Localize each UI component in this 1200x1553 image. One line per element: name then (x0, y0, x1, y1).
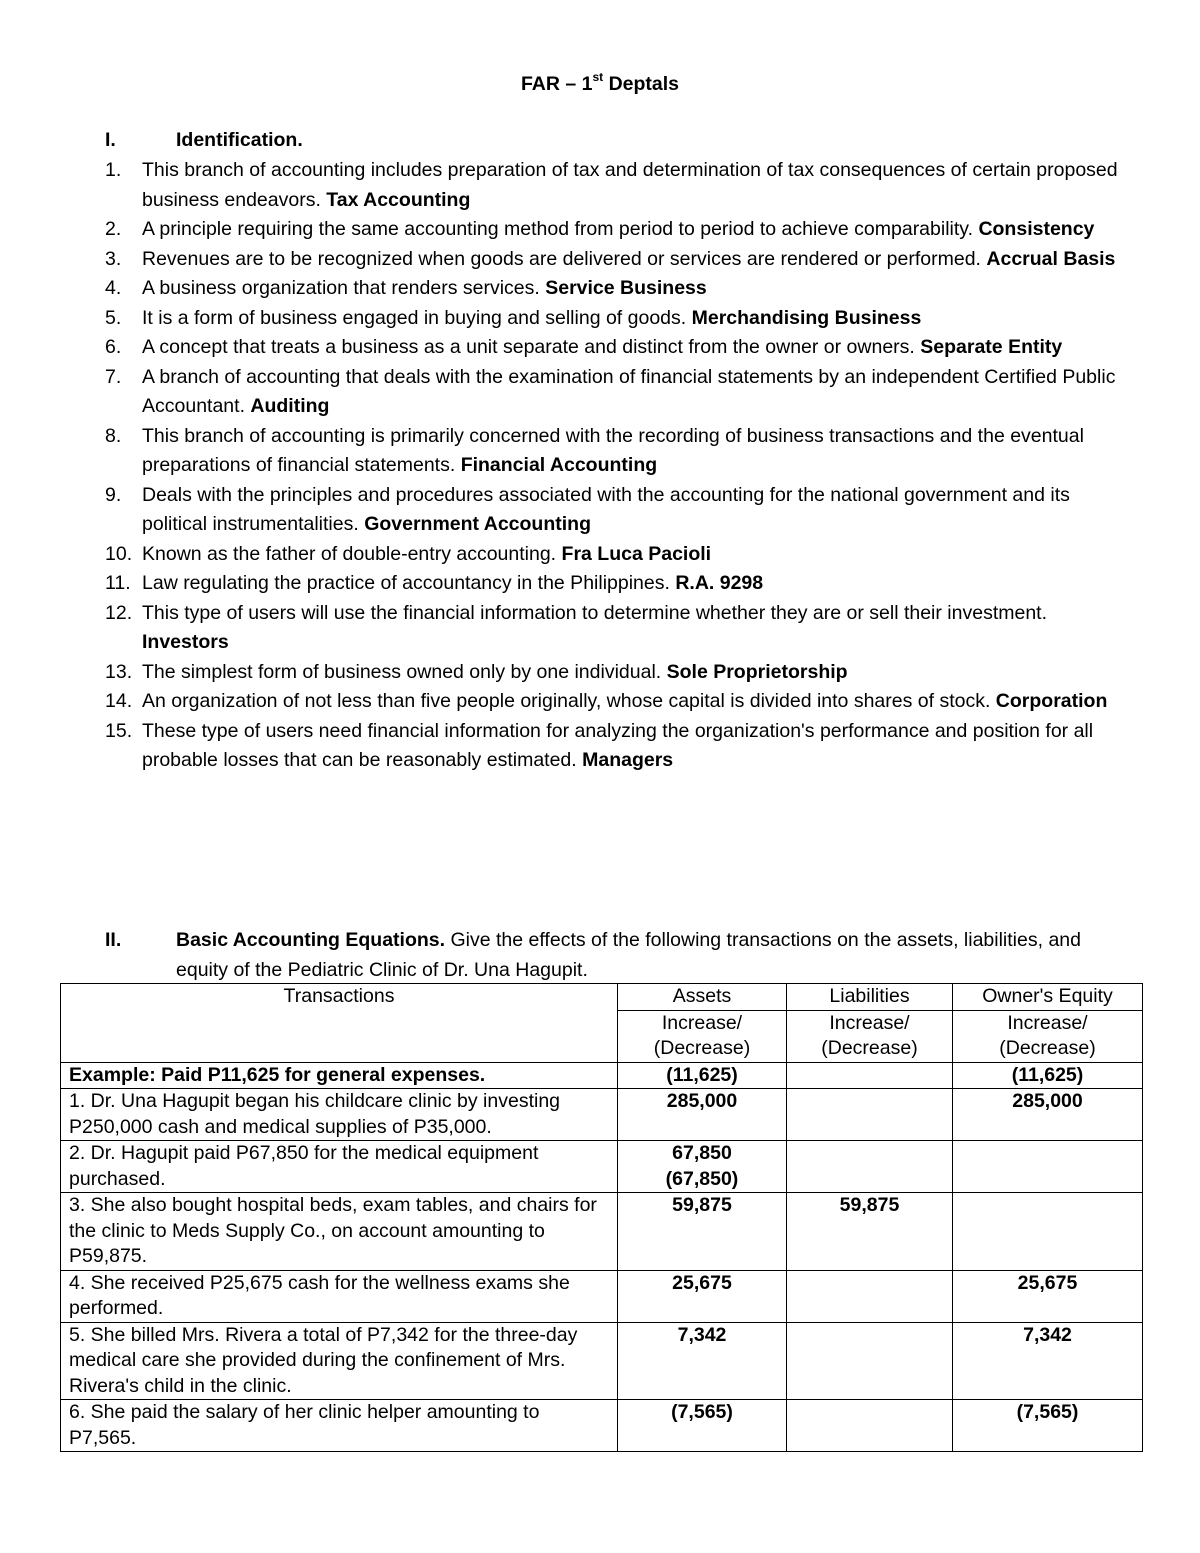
assets-value: 59,875 (618, 1193, 787, 1271)
list-item (105, 540, 1135, 570)
page-title (0, 70, 1200, 100)
item-answer: Fra Luca Pacioli (561, 542, 712, 565)
section-title: Basic Accounting Equations. (176, 929, 446, 951)
assets-value: 285,000 (618, 1089, 787, 1141)
header-owners-equity: Owner's Equity (953, 984, 1143, 1011)
item-question: A principle requiring the same accounting method from period to period to achieve comparability. (142, 218, 979, 240)
liabilities-value (787, 1089, 953, 1141)
list-item (105, 156, 1135, 215)
assets-value: (7,565) (618, 1400, 787, 1452)
header-transactions: Transactions (61, 984, 618, 1063)
item-number: 5. (105, 306, 122, 329)
item-question: Deals with the principles and procedures associated with the accounting for the national government and its political instrumentalities. (142, 483, 1070, 535)
subheader-line: Increase/ (1007, 1011, 1088, 1034)
item-number: 3. (105, 247, 122, 270)
list-item (105, 481, 1135, 540)
table-row (61, 1141, 1143, 1193)
item-question: This type of users will use the financial information to determine whether they are or sell their investment. (142, 601, 1048, 624)
item-question: These type of users need financial information for analyzing the organization's performance and position for all probable losses that can be reasonably estimated. (142, 719, 1094, 771)
item-answer: Corporation (995, 690, 1108, 712)
item-number: 1. (105, 159, 122, 181)
transaction-description: 5. She billed Mrs. Rivera a total of P7,342 for the three-day medical care she provided during the confinement of Mrs. Rivera's child in the clinic. (61, 1322, 618, 1400)
item-answer: Auditing (250, 395, 330, 417)
item-question: Known as the father of double-entry accounting. (142, 542, 562, 565)
identification-list (105, 156, 1135, 776)
item-answer: Sole Proprietorship (666, 660, 848, 683)
transaction-description: 6. She paid the salary of her clinic helper amounting to P7,565. (61, 1400, 618, 1452)
item-number: 12. (105, 601, 133, 624)
equity-value: (7,565) (953, 1400, 1143, 1452)
item-number: 2. (105, 218, 122, 240)
title-superscript: st (592, 69, 604, 84)
assets-decrease: (67,850) (665, 1167, 739, 1190)
section-title: Identification. (176, 129, 303, 151)
subheader-assets (618, 1010, 787, 1062)
header-assets: Assets (618, 984, 787, 1011)
title-rest: Deptals (603, 73, 680, 95)
subheader-line: Increase/ (661, 1011, 743, 1034)
item-number: 9. (105, 483, 122, 506)
item-question: Revenues are to be recognized when goods are delivered or services are rendered or performed. (142, 247, 987, 270)
list-item (105, 569, 1135, 599)
item-question: A concept that treats a business as a unit separate and distinct from the owner or owners. (142, 336, 921, 358)
transaction-description: Example: Paid P11,625 for general expenses. (61, 1062, 618, 1089)
item-number: 13. (105, 660, 133, 683)
list-item (105, 304, 1135, 334)
item-number: 11. (105, 572, 131, 594)
item-number: 10. (105, 542, 133, 565)
list-item (105, 274, 1135, 304)
item-answer: Managers (582, 749, 674, 771)
header-liabilities: Liabilities (787, 984, 953, 1011)
list-item (105, 333, 1135, 363)
list-item (105, 599, 1135, 658)
equity-value: 25,675 (953, 1270, 1143, 1322)
liabilities-value (787, 1322, 953, 1400)
list-item (105, 717, 1135, 776)
list-item (105, 215, 1135, 245)
table-row (61, 1089, 1143, 1141)
item-answer: Consistency (978, 218, 1095, 240)
item-answer: Service Business (545, 277, 707, 299)
liabilities-value (787, 1141, 953, 1193)
title-main: FAR – 1 (520, 73, 593, 95)
item-number: 14. (105, 690, 133, 712)
item-number: 4. (105, 277, 122, 299)
subheader-liabilities (787, 1010, 953, 1062)
list-item (105, 422, 1135, 481)
item-answer: Government Accounting (364, 513, 591, 535)
table-row (61, 1270, 1143, 1322)
item-answer: Accrual Basis (986, 247, 1116, 270)
section-number: II. (105, 929, 122, 951)
assets-increase: 67,850 (672, 1142, 732, 1164)
equity-value (953, 1141, 1143, 1193)
section-intro-text (176, 926, 1126, 985)
subheader-equity (953, 1010, 1143, 1062)
item-question: A business organization that renders services. (142, 277, 546, 299)
item-number: 8. (105, 424, 122, 447)
list-item (105, 687, 1135, 717)
transaction-description: 1. Dr. Una Hagupit began his childcare clinic by investing P250,000 cash and medical supplies of P35,000. (61, 1089, 618, 1141)
liabilities-value: 59,875 (787, 1193, 953, 1271)
item-answer: Merchandising Business (691, 306, 922, 329)
subheader-line: Increase/ (829, 1011, 910, 1034)
item-question: It is a form of business engaged in buying and selling of goods. (142, 306, 692, 329)
table-row (61, 1193, 1143, 1271)
transaction-description: 4. She received P25,675 cash for the wellness exams she performed. (61, 1270, 618, 1322)
item-answer: Investors (142, 631, 229, 653)
assets-value: 25,675 (618, 1270, 787, 1322)
transaction-description: 3. She also bought hospital beds, exam tables, and chairs for the clinic to Meds Supply Co., on account amounting to P59,875. (61, 1193, 618, 1271)
table-header-row (61, 984, 1143, 1011)
liabilities-value (787, 1270, 953, 1322)
item-number: 7. (105, 365, 122, 388)
assets-value (618, 1141, 787, 1193)
equity-value: (11,625) (953, 1062, 1143, 1089)
item-question: The simplest form of business owned only by one individual. (142, 660, 667, 683)
item-question: This branch of accounting is primarily concerned with the recording of business transactions and the eventual preparations of financial statements. (142, 424, 1084, 476)
section-equations-heading (105, 926, 1115, 986)
subheader-line: (Decrease) (999, 1037, 1096, 1059)
list-item (105, 245, 1135, 275)
item-question: An organization of not less than five people originally, whose capital is divided into shares of stock. (142, 690, 996, 712)
liabilities-value (787, 1400, 953, 1452)
equity-value: 7,342 (953, 1322, 1143, 1400)
subheader-line: (Decrease) (821, 1037, 918, 1059)
transaction-description: 2. Dr. Hagupit paid P67,850 for the medical equipment purchased. (61, 1141, 618, 1193)
list-item (105, 658, 1135, 688)
table-row (61, 1322, 1143, 1400)
item-answer: Tax Accounting (326, 188, 471, 211)
table-row-example (61, 1062, 1143, 1089)
assets-value: 7,342 (618, 1322, 787, 1400)
section-instructions: Give the effects of the following transactions on the assets, liabilities, and equity of the Pediatric Clinic of Dr. Una Hagupit. (176, 929, 1081, 981)
item-answer: R.A. 9298 (675, 572, 764, 594)
section-number: I. (105, 129, 116, 151)
liabilities-value (787, 1062, 953, 1089)
item-question: This branch of accounting includes preparation of tax and determination of tax consequences of certain proposed business endeavors. (142, 159, 1118, 211)
item-number: 6. (105, 336, 122, 358)
item-answer: Separate Entity (920, 336, 1063, 358)
item-question: Law regulating the practice of accountancy in the Philippines. (142, 572, 676, 594)
equity-value (953, 1193, 1143, 1271)
section-identification-heading (105, 126, 1115, 156)
list-item (105, 363, 1135, 422)
assets-value: (11,625) (618, 1062, 787, 1089)
item-question: A branch of accounting that deals with the examination of financial statements by an independent Certified Public Accountant. (142, 365, 1116, 417)
subheader-line: (Decrease) (653, 1037, 751, 1059)
equity-value: 285,000 (953, 1089, 1143, 1141)
table-row (61, 1400, 1143, 1452)
item-number: 15. (105, 719, 133, 742)
transactions-table (60, 983, 1143, 1452)
item-answer: Financial Accounting (460, 454, 658, 476)
